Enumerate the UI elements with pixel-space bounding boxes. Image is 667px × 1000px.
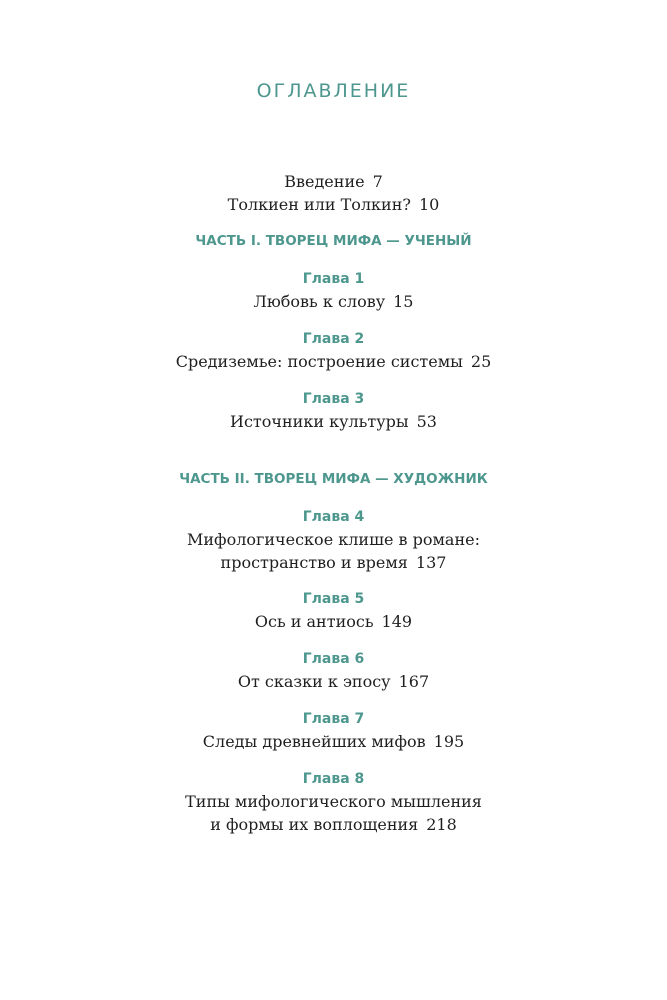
entry-label: и формы их воплощения xyxy=(210,815,419,834)
entry-page-number: 218 xyxy=(426,815,457,834)
part-1-heading: ЧАСТЬ I. ТВОРЕЦ МИФА — УЧЕНЫЙ xyxy=(195,233,472,249)
toc-entry-chapter-1[interactable] xyxy=(0,292,667,311)
chapter-4-heading: Глава 4 xyxy=(302,509,365,525)
entry-page-number: 149 xyxy=(381,612,413,631)
entry-label: Любовь к слову xyxy=(253,292,386,311)
entry-label: Типы мифологического мышления xyxy=(185,792,482,811)
entry-page-number: 15 xyxy=(393,292,414,311)
toc-entry-chapter-8-continued[interactable] xyxy=(0,815,667,834)
chapter-7-heading: Глава 7 xyxy=(302,711,365,727)
entry-page-number: 25 xyxy=(470,352,492,371)
toc-entry-tolkien[interactable] xyxy=(0,195,667,214)
chapter-8-heading: Глава 8 xyxy=(302,771,365,787)
entry-page-number: 53 xyxy=(416,412,437,431)
entry-label: Толкиен или Толкин? xyxy=(227,195,411,214)
entry-label: Средиземье: построение системы xyxy=(175,352,463,371)
entry-page-number: 167 xyxy=(398,672,430,691)
entry-page-number: 137 xyxy=(415,553,447,572)
entry-label: Источники культуры xyxy=(230,412,409,431)
toc-entry-chapter-4-continued[interactable] xyxy=(0,553,667,572)
part-2-heading: ЧАСТЬ II. ТВОРЕЦ МИФА — ХУДОЖНИК xyxy=(179,471,488,487)
chapter-2-heading: Глава 2 xyxy=(302,331,365,347)
toc-entry-chapter-3[interactable] xyxy=(0,412,667,431)
page-title: ОГЛАВЛЕНИЕ xyxy=(256,80,411,102)
toc-entry-chapter-4[interactable] xyxy=(0,530,667,549)
toc-entry-chapter-8[interactable] xyxy=(0,792,667,811)
entry-label: Введение xyxy=(284,172,365,191)
entry-label: От сказки к эпосу xyxy=(237,672,391,691)
chapter-6-heading: Глава 6 xyxy=(302,651,365,667)
entry-page-number: 195 xyxy=(433,732,465,751)
toc-entry-chapter-7[interactable] xyxy=(0,732,667,751)
entry-label: пространство и время xyxy=(220,553,408,572)
chapter-1-heading: Глава 1 xyxy=(302,271,365,287)
toc-entry-chapter-6[interactable] xyxy=(0,672,667,691)
chapter-5-heading: Глава 5 xyxy=(302,591,365,607)
entry-label: Мифологическое клише в романе: xyxy=(187,530,480,549)
toc-entry-chapter-2[interactable] xyxy=(0,352,667,371)
entry-page-number: 10 xyxy=(418,195,440,214)
entry-page-number: 7 xyxy=(372,172,383,191)
toc-entry-introduction[interactable] xyxy=(0,172,667,191)
entry-label: Следы древнейших мифов xyxy=(202,732,426,751)
toc-entry-chapter-5[interactable] xyxy=(0,612,667,631)
chapter-3-heading: Глава 3 xyxy=(302,391,365,407)
entry-label: Ось и антиось xyxy=(254,612,374,631)
